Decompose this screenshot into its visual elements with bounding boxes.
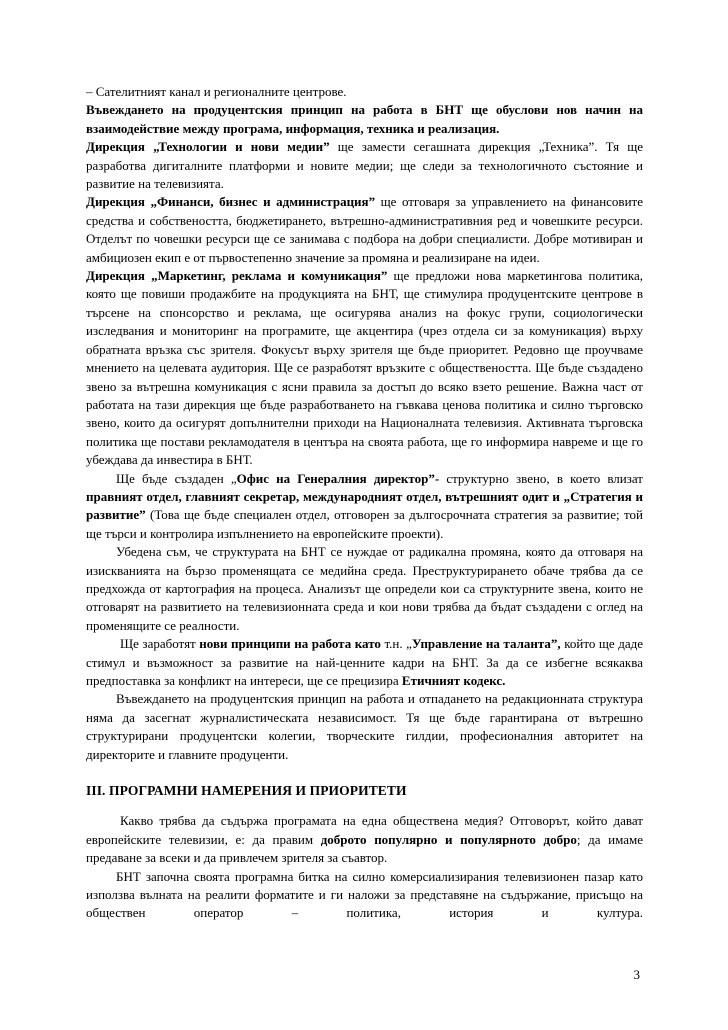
paragraph-text: ; да имаме предаване за всеки и да привлечем зрителя за съавтор. bbox=[86, 831, 643, 866]
paragraph-text: Ще бъде създаден „ bbox=[116, 470, 237, 486]
paragraph-director-office bbox=[86, 470, 643, 544]
paragraph-text: – Сателитният канал и регионалните центрове. bbox=[86, 84, 347, 99]
directorate-title: Дирекция „Маркетинг, реклама и комуникация” bbox=[86, 268, 388, 284]
bold-text: нови принципи на работа като bbox=[199, 636, 381, 652]
paragraph-marketing-directorate bbox=[86, 267, 643, 469]
paragraph-program-content bbox=[86, 812, 643, 867]
paragraph-producer-principle bbox=[86, 101, 643, 138]
bold-text: Управление на таланта”, bbox=[411, 636, 561, 652]
paragraph-text: Убедена съм, че структурата на БНТ се нуждае от радикална промяна, която да отговаря на изискванията на бързо променящата се медийна среда. Преструктурирането обаче трябва да се предхожда от картография на процеса. Анализът ще определи кои са структурните звена, които не отговарят на развитието на телевизионната среда и кои нови трябва да бъдат създадени с оглед на променящите се реалности. bbox=[86, 544, 643, 633]
paragraph-text: ще отговаря за управлението на финансовите средства и собствеността, бюджетирането, вътрешно-административния ред и човешките ресурси. Отделът по човешки ресурси ще се занимава с подбора на добри специалисти. Добре мотивиран и амбициозен екип е от първостепенно значение за промяна и реализиране на идеи. bbox=[86, 194, 643, 265]
paragraph-independence bbox=[86, 690, 643, 764]
paragraph-program-battle bbox=[86, 868, 643, 923]
bold-text: доброто популярно и популярното добро bbox=[320, 831, 577, 847]
directorate-title: Дирекция „Финанси, бизнес и администрация” bbox=[86, 194, 376, 210]
paragraph-text: Въвеждането на продуцентския принцип на работа и отпадането на редакционната структура няма да засегнат журналистическата независимост. Тя ще бъде гарантирана от вътрешно структурирани продуцентски колегии, творческите гилдии, професионалния авторитет на директорите и главните продуценти. bbox=[86, 691, 643, 762]
bold-text: правният отдел, главният секретар, международният отдел, вътрешният одит и „Стратегия и развитие” bbox=[86, 488, 643, 523]
bold-text: Етичният кодекс. bbox=[401, 673, 506, 688]
page-body bbox=[86, 83, 643, 923]
paragraph-talent-management bbox=[86, 635, 643, 690]
paragraph-restructuring bbox=[86, 543, 643, 635]
paragraph-text: ще замести сегашната дирекция „Техника”. Тя ще разработва дигиталните платформи и новите медии; ще следи за технологичното състояние и развитие на телевизията. bbox=[86, 139, 643, 192]
paragraph-text: който ще даде стимул и възможност за развитие на най-ценните кадри на БНТ. За да се избегне всякаква предпоставка за конфликт на интереси, ще се прецизира bbox=[86, 636, 643, 688]
directorate-title: Дирекция „Технологии и нови медии” bbox=[86, 139, 330, 155]
paragraph-text: БНТ започна своята програмна битка на силно комерсиализирания телевизионен пазар като използва вълната на реалити форматите и ги наложи за представяне на съдържание, присъщо на обществен оператор – политика, история и култура. bbox=[86, 868, 643, 921]
paragraph-finance-directorate bbox=[86, 193, 643, 267]
paragraph-text: ще предложи нова маркетингова политика, която ще повиши продажбите на продукцията на БНТ, ще стимулира продуцентските центрове в търсене на спонсорство и реклама, ще осигурява анализ на фокус групи, социологически изследвания и мониторинг на програмите, ще акцентира (чрез отдела си за комуникация) върху обратната връзка със зрителя. Фокусът върху зрителя ще бъде приоритет. Редовно ще проучваме мнението на целевата аудитория. Ще се разработят връзките с обществеността. Ще бъде създадено звено за вътрешна комуникация с ясни правила за достъп до всяко взето решение. Важна част от работата на тази дирекция ще бъде разработването на гъвкава ценова политика и силно търговско звено, които да осигурят допълнителни приходи на Националната телевизия. Активната търговска политика ще постави рекламодателя в центъра на своята работа, ще го информира навреме и ще го убеждава да инвестира в БНТ. bbox=[86, 268, 643, 468]
paragraph-text: Какво трябва да съдържа програмата на една обществена медия? Отговорът, който дават европейските телевизии, е: да правим bbox=[86, 813, 643, 847]
paragraph-technology-directorate bbox=[86, 138, 643, 193]
bold-text: Офис на Генералния директор”- bbox=[236, 470, 440, 486]
bold-text: Въвеждането на продуцентския принцип на работа в БНТ ще обуслови нов начин на взаимодействие между програма, информация, техника и реализация. bbox=[86, 102, 643, 136]
list-item-satellite bbox=[86, 83, 643, 101]
paragraph-text: т.н. „ bbox=[380, 636, 412, 652]
section-heading: III. ПРОГРАМНИ НАМЕРЕНИЯ И ПРИОРИТЕТИ bbox=[86, 783, 407, 799]
paragraph-text: (Това ще бъде специален отдел, отговорен за дългосрочната стратегия за развитие; той ще търси и контролира изпълнението на европейските проекти). bbox=[86, 507, 643, 541]
page-number: 3 bbox=[633, 967, 640, 982]
paragraph-text: структурно звено, в което влизат bbox=[439, 470, 643, 486]
paragraph-text: Ще заработят bbox=[120, 636, 200, 652]
